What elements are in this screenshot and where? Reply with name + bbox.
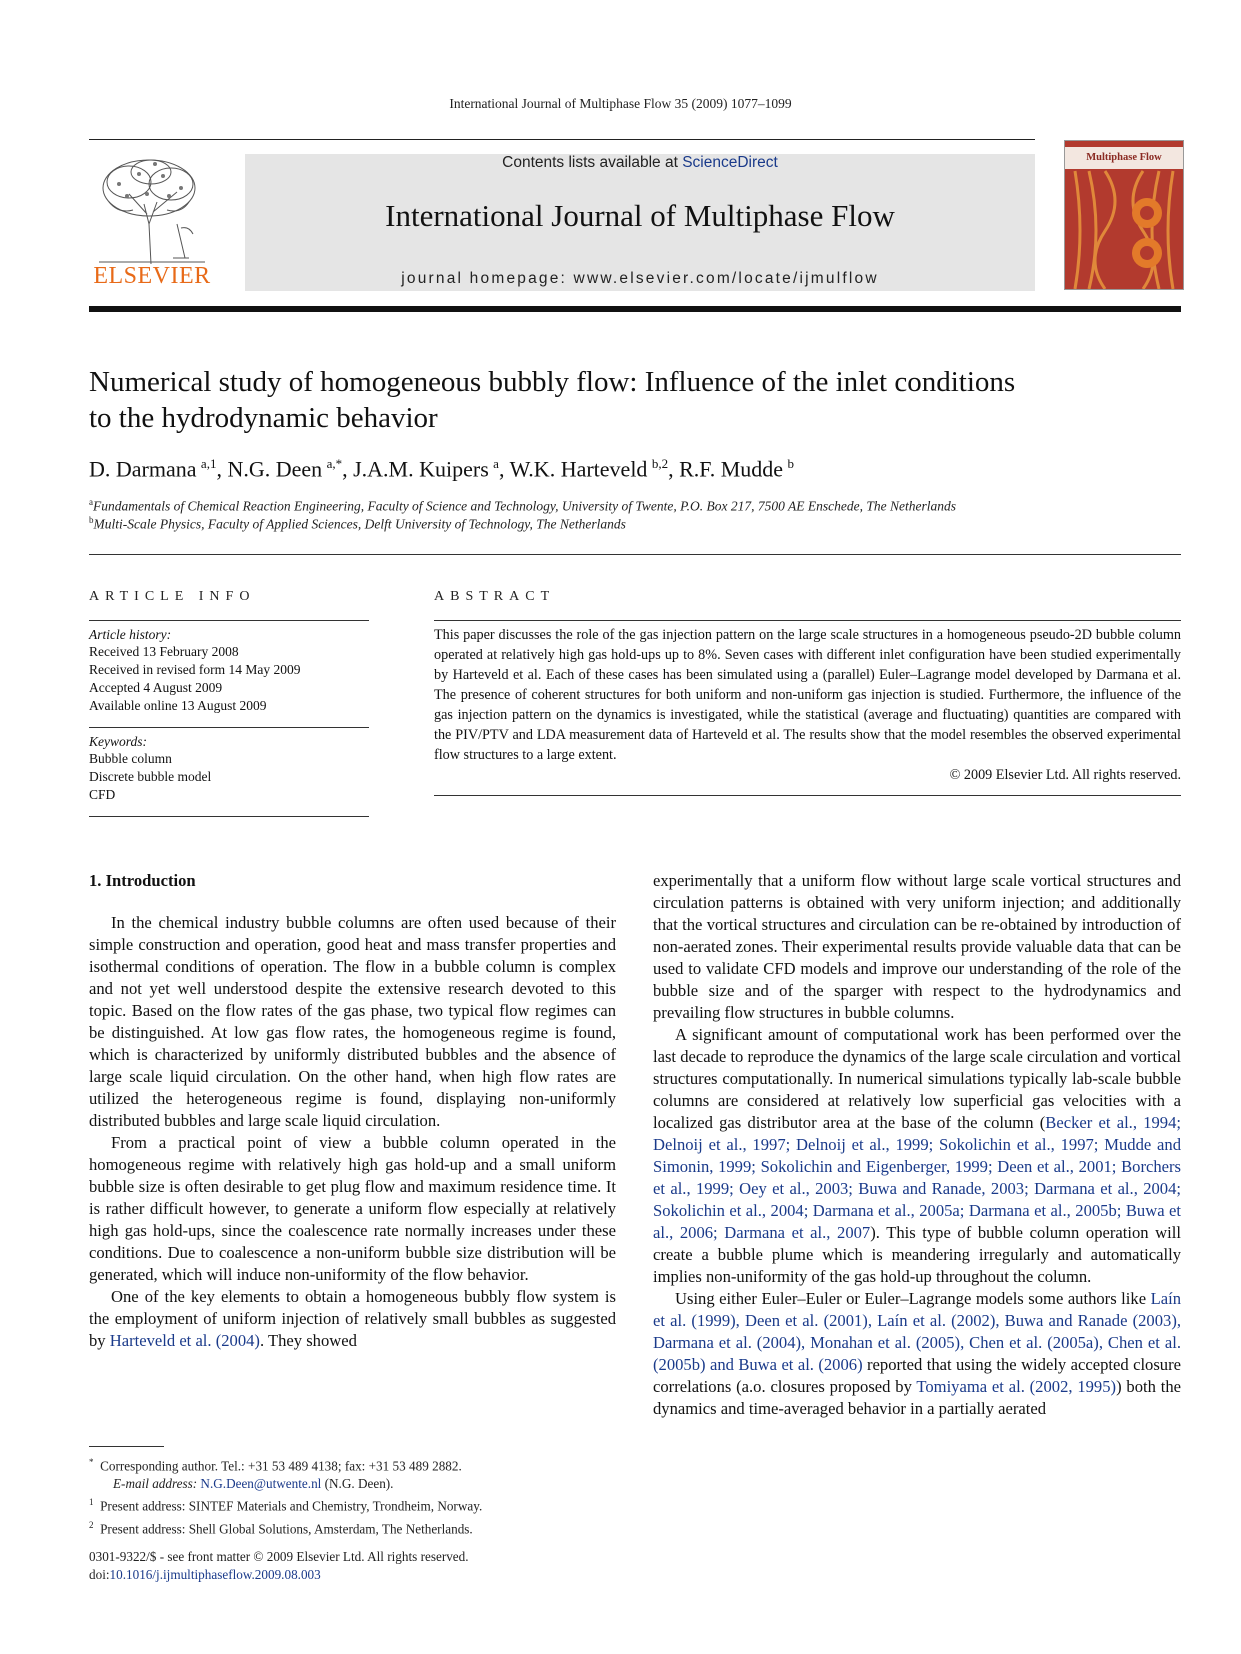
affiliation-marker: a — [89, 497, 93, 507]
citation-link[interactable]: Becker et al., 1994; Delnoij et al., 1997; Delnoij et al., 1999; Sokolichin et al., 1997; Mudde and Simonin, 1999; Sokolichin and Eigenberger, 1999; Deen et al., 2001; Borchers et al., 1999; Oey et al., 2003; Buwa and Ranade, 2003; Darmana et al., 2004; Sokolichin et al., 2004; Darmana et al., 2005a; Darmana et al., 2005b; Buwa et al., 2006; Darmana et al., 2007 — [653, 1113, 1182, 1242]
footnote-text: Present address: Shell Global Solutions, Amsterdam, The Netherlands. — [100, 1521, 473, 1537]
abstract-top-rule — [434, 620, 1181, 621]
keyword: Bubble column — [89, 751, 172, 766]
body-paragraph — [653, 1024, 1181, 1288]
citation-link[interactable]: Harteveld et al. (2004) — [109, 1331, 260, 1350]
corresponding-author-note — [89, 1453, 629, 1475]
email-note — [89, 1475, 629, 1493]
affiliation-a — [89, 497, 956, 515]
elsevier-tree-icon — [89, 154, 215, 266]
article-title — [89, 364, 1189, 436]
footnote-1 — [89, 1493, 629, 1515]
abstract-heading: ABSTRACT — [434, 589, 556, 604]
article-title-line-2: to the hydrodynamic behavior — [89, 402, 438, 434]
elsevier-wordmark: ELSEVIER — [93, 263, 211, 289]
footnote-text: Corresponding author. Tel.: +31 53 489 4138; fax: +31 53 489 2882. — [100, 1458, 462, 1474]
email-suffix: (N.G. Deen). — [321, 1476, 394, 1492]
sciencedirect-link[interactable]: ScienceDirect — [682, 154, 778, 171]
paragraph-text: Using either Euler–Euler or Euler–Lagrange models some authors like — [675, 1289, 1151, 1308]
keyword: Discrete bubble model — [89, 769, 212, 784]
contents-line — [245, 154, 1035, 172]
author-separator: , — [498, 456, 510, 482]
author-affil-marker: b — [787, 456, 794, 471]
footnote-marker: * — [89, 1457, 94, 1467]
article-history-label: Article history: — [89, 627, 172, 642]
article-info-block — [89, 620, 369, 817]
keywords-bottom-rule — [89, 816, 369, 817]
affiliation-b — [89, 515, 626, 533]
email-label: E-mail address: — [113, 1476, 201, 1492]
author-affil-marker: a,1 — [200, 456, 217, 471]
footnote-marker: 1 — [89, 1497, 94, 1508]
footnote-rule — [89, 1446, 164, 1447]
body-column-right — [653, 870, 1181, 1420]
running-head: International Journal of Multiphase Flow 35 (2009) 1077–1099 — [449, 96, 792, 111]
affiliation-text: Multi-Scale Physics, Faculty of Applied Sciences, Delft University of Technology, The Netherlands — [93, 516, 626, 532]
author-name[interactable]: R.F. Mudde — [679, 456, 784, 482]
author-name[interactable]: N.G. Deen — [227, 456, 323, 482]
history-line: Received 13 February 2008 — [89, 644, 239, 659]
doi-label: doi: — [89, 1567, 110, 1582]
article-title-line-1: Numerical study of homogeneous bubbly flow: Influence of the inlet conditions — [89, 366, 1016, 398]
body-paragraph: From a practical point of view a bubble column operated in the homogeneous regime with relatively high gas hold-up and a small uniform bubble size is often desirable to get plug flow and maximum residence time. It is rather difficult however, to generate a uniform flow especially at relatively high gas hold-ups, since the coalescence rate normally increases under these conditions. Due to coalescence a non-uniform bubble size distribution will be generated, which will induce non-uniformity of the flow behavior. — [89, 1133, 616, 1284]
paragraph-text: ) both the dynamics and time-averaged behavior in a partially aerated — [653, 1377, 1181, 1418]
author-name[interactable]: W.K. Harteveld — [509, 456, 648, 482]
author-separator: , — [668, 456, 680, 482]
journal-cover-image — [1064, 140, 1184, 290]
front-matter — [89, 1548, 629, 1584]
keywords-label: Keywords: — [89, 734, 147, 749]
footnote-2 — [89, 1516, 629, 1538]
abstract-copyright: © 2009 Elsevier Ltd. All rights reserved. — [949, 767, 1181, 783]
paragraph-text: A significant amount of computational work has been performed over the last decade to reproduce the dynamics of the large scale circulation and vortical structures computationally. In numerical simulations typically lab-scale bubble columns are considered at relatively low superficial gas velocities with a localized gas distributor area at the base of the column ( — [653, 1025, 1181, 1132]
author-list — [89, 456, 1189, 482]
doi-link[interactable]: 10.1016/j.ijmultiphaseflow.2009.08.003 — [109, 1567, 321, 1582]
paragraph-text: . They showed — [259, 1331, 357, 1350]
abstract-bottom-rule — [434, 795, 1181, 796]
body-column-left — [89, 870, 616, 1352]
article-info-heading: ARTICLE INFO — [89, 589, 256, 604]
history-line: Accepted 4 August 2009 — [89, 680, 223, 695]
keyword: CFD — [89, 787, 116, 802]
contents-prefix: Contents lists available at — [502, 154, 683, 171]
citation-link[interactable]: Tomiyama et al. (2002, 1995) — [916, 1377, 1117, 1396]
header-top-rule — [89, 139, 1035, 140]
footnotes — [89, 1453, 629, 1538]
paragraph-text: reported that using the widely accepted closure correlations (a.o. closures proposed by — [653, 1355, 1181, 1396]
keywords-rule — [89, 727, 369, 728]
email-link[interactable]: N.G.Deen@utwente.nl — [200, 1476, 322, 1492]
paragraph-text: One of the key elements to obtain a homogeneous bubbly flow system is the employment of uniform injection of relatively small bubbles as suggested by — [89, 1287, 616, 1350]
section-heading: 1. Introduction — [89, 871, 196, 890]
body-paragraph — [89, 1286, 616, 1352]
cover-title: Multiphase Flow — [1065, 147, 1183, 169]
history-line: Received in revised form 14 May 2009 — [89, 662, 301, 677]
author-affil-marker: a — [493, 456, 499, 471]
citation-link[interactable]: Laín et al. (1999), Deen et al. (2001), Laín et al. (2002), Buwa and Ranade (2003), Darmana et al. (2004), Monahan et al. (2005), Chen et al. (2005a), Chen et al. (2005b) and Buwa et al. (2006) — [653, 1289, 1181, 1374]
affiliation-text: Fundamentals of Chemical Reaction Engineering, Faculty of Science and Technology, University of Twente, P.O. Box 217, 7500 AE Enschede, The Netherlands — [93, 498, 956, 514]
author-affil-marker: a,* — [326, 456, 343, 471]
journal-title: International Journal of Multiphase Flow — [385, 198, 895, 233]
affiliation-marker: b — [89, 515, 94, 525]
doi-line — [89, 1566, 629, 1584]
abstract-block — [434, 620, 1181, 796]
author-name[interactable]: D. Darmana — [89, 456, 197, 482]
body-paragraph: In the chemical industry bubble columns are often used because of their simple construction and operation, good heat and mass transfer properties and isothermal conditions of operation. The flow in a bubble column is complex and not yet well understood despite the extensive research devoted to this topic. Based on the flow rates of the gas phase, two typical flow regimes can be distinguished. At low gas flow rates, the homogeneous regime is found, which is characterized by uniformly distributed bubbles and the absence of large scale liquid circulation. On the other hand, when high flow rates are utilized the heterogeneous regime is found, displaying non-uniformly distributed bubbles and large scale liquid circulation. — [89, 913, 616, 1130]
journal-homepage[interactable]: journal homepage: www.elsevier.com/locate/ijmulflow — [401, 270, 879, 287]
footnote-text: Present address: SINTEF Materials and Chemistry, Trondheim, Norway. — [100, 1498, 483, 1514]
paragraph-text: ). This type of bubble column operation will create a bubble plume which is meandering irregularly and automatically implies non-uniformity of the gas hold-up throughout the column. — [653, 1223, 1181, 1286]
issn-line: 0301-9322/$ - see front matter © 2009 Elsevier Ltd. All rights reserved. — [89, 1549, 469, 1564]
body-paragraph: experimentally that a uniform flow without large scale vortical structures and circulation patterns is obtained with very uniform injection; and additionally that the vortical structures and circulation can be re-obtained by introduction of non-aerated zones. Their experimental results provide valuable data that can be used to validate CFD models and improve our understanding of the role of the bubble size and of the sparger with respect to the hydrodynamics and prevailing flow structures in bubble columns. — [653, 871, 1181, 1022]
article-info-rule — [89, 620, 369, 621]
author-separator: , — [216, 456, 228, 482]
affiliation-bottom-rule — [89, 554, 1181, 555]
footnote-marker: 2 — [89, 1519, 94, 1530]
abstract-text: This paper discusses the role of the gas injection pattern on the large scale structures in a homogeneous pseudo-2D bubble column operated at relatively high gas hold-ups up to 8%. Seven cases with different inlet configuration have been studied experimentally by Harteveld et al. Each of these cases has been simulated using a (parallel) Euler–Lagrange model developed by Darmana et al. The presence of coherent structures for both uniform and non-uniform gas injection is studied. Furthermore, the influence of the gas injection pattern on the dynamics is investigated, while the statistical (average and fluctuating) quantities are compared with the PIV/PTV and LDA measurement data of Harteveld et al. The results show that the model resembles the observed experimental flow structures to a large extent. — [434, 627, 1181, 763]
author-affil-marker: b,2 — [651, 456, 669, 471]
author-separator: , — [342, 456, 354, 482]
journal-banner — [245, 154, 1035, 291]
author-name[interactable]: J.A.M. Kuipers — [353, 456, 489, 482]
history-line: Available online 13 August 2009 — [89, 698, 267, 713]
header-bottom-rule — [89, 306, 1181, 312]
body-paragraph — [653, 1288, 1181, 1420]
elsevier-logo — [89, 154, 215, 290]
